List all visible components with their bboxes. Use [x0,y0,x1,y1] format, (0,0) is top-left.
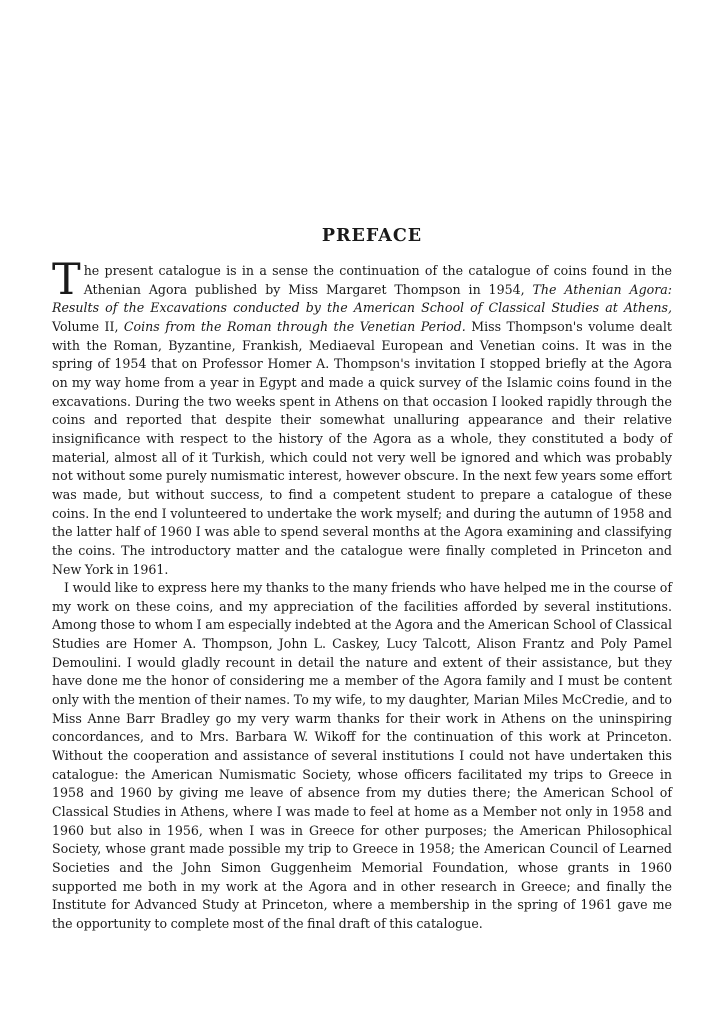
paragraph-2: I would like to express here my thanks to the many friends who have helped me in the course of my work on these coins, and my appreciation of the facilities afforded by several institutions. Among those to whom I am especially indebted at the Agora and the American School of Classical Studies are Homer A. Thompson, John L. Caskey, Lucy Talcott, Alison Frantz and Poly Pamel Demoulini. I would gladly recount in detail the nature and extent of their assistance, but they have done me the honor of considering me a member of the Agora family and I must be content only with the mention of their names. To my wife, to my daughter, Marian Miles McCredie, and to Miss Anne Barr Bradley go my very warm thanks for their work in Athens on the uninspiring concordances, and to Mrs. Barbara W. Wikoff for the continuation of this work at Princeton. Without the cooperation and assistance of several institutions I could not have undertaken this catalogue: the American Numismatic Society, whose officers facilitated my trips to Greece in 1958 and 1960 by giving me leave of absence from my duties there; the American School of Classical Studies in Athens, where I was made to feel at home as a Member not only in 1958 and 1960 but also in 1956, when I was in Greece for other purposes; the American Philosophical Society, whose grant made possible my trip to Greece in 1958; the American Council of Learned Societies and the John Simon Guggenheim Memorial Foundation, whose grants in 1960 supported me both in my work at the Agora and in other research in Greece; and finally the Institute for Advanced Study at Princeton, where a membership in the spring of 1961 gave me the opportunity to complete most of the final draft of this catalogue. [52,580,672,931]
paragraph-1-text-b: Volume II, [52,318,124,334]
document-page [52,226,672,934]
drop-cap: T [52,255,81,305]
volume-title-italic: Coins from the Roman through the Venetian Period. [123,318,466,334]
page-title: PREFACE [321,226,423,246]
paragraph-1 [52,255,672,579]
paragraph-1-text-a: he present catalogue is in a sense the continuation of the catalogue of coins found in the Athenian Agora published by Miss Margaret Thompson in 1954, [83,263,672,297]
book-title-italic: The Athenian Agora: Results of the Excavations conducted by the American School of Classical Studies at Athens, [52,281,672,316]
paragraph-1-text-c: Miss Thompson's volume dealt with the Roman, Byzantine, Frankish, Mediaeval European and Venetian coins. It was in the spring of 1954 that on Professor Homer A. Thompson's invitation I stopped briefly at the Agora on my way home from a year in Egypt and made a quick survey of the Islamic coins found in the excavations. During the two weeks spent in Athens on that occasion I looked rapidly through the coins and reported that despite their somewhat unalluring appearance and their relative insignificance with respect to the history of the Agora as a whole, they constituted a body of material, almost all of it Turkish, which could not very well be ignored and which was probably not without some purely numismatic interest, however obscure. In the next few years some effort was made, but without success, to find a competent student to prepare a catalogue of these coins. In the end I volunteered to undertake the work myself; and during the autumn of 1958 and the latter half of 1960 I was able to spend several months at the Agora examining and classifying the coins. The introductory matter and the catalogue were finally completed in Princeton and New York in 1961. [52,318,672,577]
